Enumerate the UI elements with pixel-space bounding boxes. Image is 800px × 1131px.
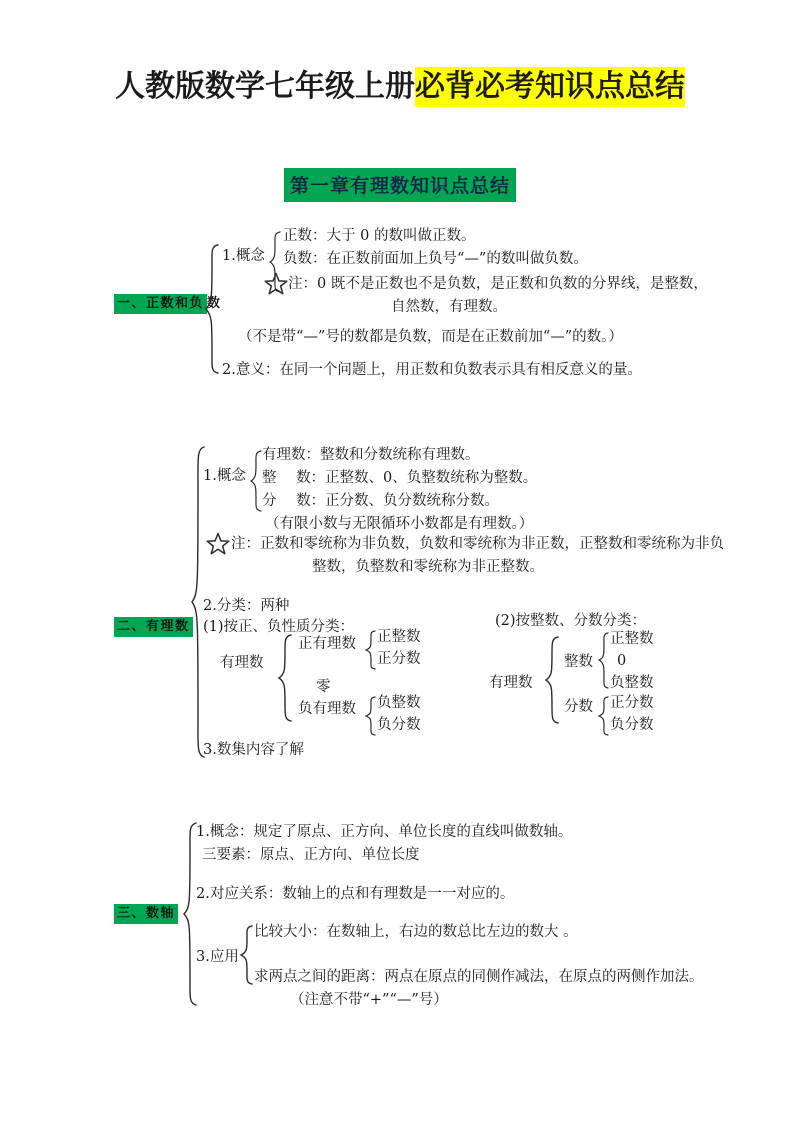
section-2-line-2-head: 整	[262, 470, 277, 486]
section-2-parenthetical: （有限小数与无限循环小数都是有理数。）	[265, 516, 534, 532]
chapter-heading	[0, 168, 800, 202]
tree-left-branch-1: 正有理数	[298, 636, 356, 652]
section-1-chip: 一、正数和负	[114, 294, 207, 314]
section-2-chip: 二、有理数	[114, 617, 193, 637]
title-highlight-rest: 知识点总结	[535, 69, 685, 104]
tree-right-leaf-1: 正整数	[610, 631, 654, 647]
section-2-note-line-2: 整数，负整数和零统称为非正整数。	[312, 559, 544, 575]
section-1-line-2: 负数：在正数前面加上负号“—”的数叫做负数。	[283, 251, 588, 267]
section-1-meaning-line: 2.意义：在同一个问题上，用正数和负数表示具有相反意义的量。	[222, 362, 642, 378]
brace-tree-left-branch-3	[365, 696, 377, 736]
section-2-concept-label: 1.概念	[203, 468, 246, 484]
brace-tree-right-branch-1	[598, 632, 610, 689]
tree-right-root: 有理数	[489, 675, 533, 691]
section-3-application-label: 3.应用	[196, 949, 239, 965]
title-highlight	[415, 67, 685, 107]
section-label-number-line	[114, 902, 178, 921]
section-3-line-6: 求两点之间的距离：两点在原点的同侧作减法，在原点的两侧作加法。	[254, 969, 704, 985]
brace-tree-left-branch-1	[365, 630, 377, 670]
section-1-parenthetical: （不是带“—”号的数都是负数，而是在正数前加“—”的数。）	[238, 329, 623, 345]
tree-right-leaf-2: 0	[617, 653, 627, 669]
tree-right-leaf-3: 负整数	[610, 675, 654, 691]
tree-right-branch-2: 分数	[564, 699, 593, 715]
section-3-chip: 三、数轴	[114, 904, 178, 924]
section-3-line-7: （注意不带“+”“—”号）	[290, 992, 448, 1008]
tree-right-leaf-4: 正分数	[610, 695, 654, 711]
section-2-number-sets: 3.数集内容了解	[203, 742, 304, 758]
title-highlight-bold: 必背必考	[415, 69, 535, 104]
section-2-line-2-tail: 数：正整数、0、负整数统称为整数。	[296, 470, 538, 486]
tree-left-root: 有理数	[220, 655, 264, 671]
section-2-classification-label: 2.分类：两种	[203, 598, 290, 614]
tree-left-leaf-2: 正分数	[377, 651, 421, 667]
brace-tree-right-root	[545, 636, 561, 724]
tree-right-branch-1: 整数	[564, 654, 593, 670]
section-3-line-1: 1.概念：规定了原点、正方向、单位长度的直线叫做数轴。	[196, 824, 573, 840]
section-1-line-1: 正数：大于 0 的数叫做正数。	[283, 228, 476, 244]
section-2-line-3-tail: 数：正分数、负分数统称分数。	[296, 493, 500, 509]
section-2-line-2	[262, 468, 537, 488]
brace-section-1-outer	[204, 244, 220, 374]
section-2-line-1: 有理数：整数和分数统称有理数。	[262, 447, 480, 463]
tree-left-leaf-4: 负分数	[377, 717, 421, 733]
tree-left-leaf-1: 正整数	[377, 629, 421, 645]
section-1-chip-tail: 数	[207, 296, 222, 311]
section-3-line-3: 2.对应关系：数轴上的点和有理数是一一对应的。	[196, 886, 515, 902]
section-2-note-line-1: 注：正数和零统称为非负数，负数和零统称为非正数，正整数和零统称为非负	[231, 536, 724, 552]
brace-section-3-application	[240, 925, 254, 985]
title-plain-part: 人教版数学七年级上册	[115, 69, 415, 104]
tree-left-leaf-3: 负整数	[377, 695, 421, 711]
brace-tree-left-root	[278, 634, 294, 722]
section-1-concept-label: 1.概念	[222, 248, 265, 264]
tree-left-branch-3: 负有理数	[298, 701, 356, 717]
section-1-note-line-1: 注：0 既不是正数也不是负数，是正数和负数的分界线，是整数，	[288, 276, 708, 292]
section-label-rational-numbers	[114, 615, 193, 634]
section-2-line-3	[262, 491, 499, 511]
star-icon	[264, 272, 288, 296]
star-icon	[206, 532, 230, 556]
brace-tree-right-branch-2	[598, 696, 610, 736]
section-3-line-2: 三要素：原点、正方向、单位长度	[202, 847, 420, 863]
chapter-heading-chip: 第一章有理数知识点总结	[284, 168, 516, 202]
tree-left-branch-2: 零	[316, 679, 331, 695]
section-2-line-3-head: 分	[262, 493, 277, 509]
tree-right-leaf-5: 负分数	[610, 717, 654, 733]
section-2-classification-1: (1)按正、负性质分类：	[203, 619, 355, 635]
section-2-classification-2: (2)按整数、分数分类：	[495, 613, 647, 629]
page-title	[0, 66, 800, 108]
section-3-line-5: 比较大小：在数轴上，右边的数总比左边的数大 。	[254, 924, 578, 940]
brace-section-3-outer	[182, 822, 198, 1006]
section-1-note-line-2: 自然数，有理数。	[391, 299, 507, 315]
